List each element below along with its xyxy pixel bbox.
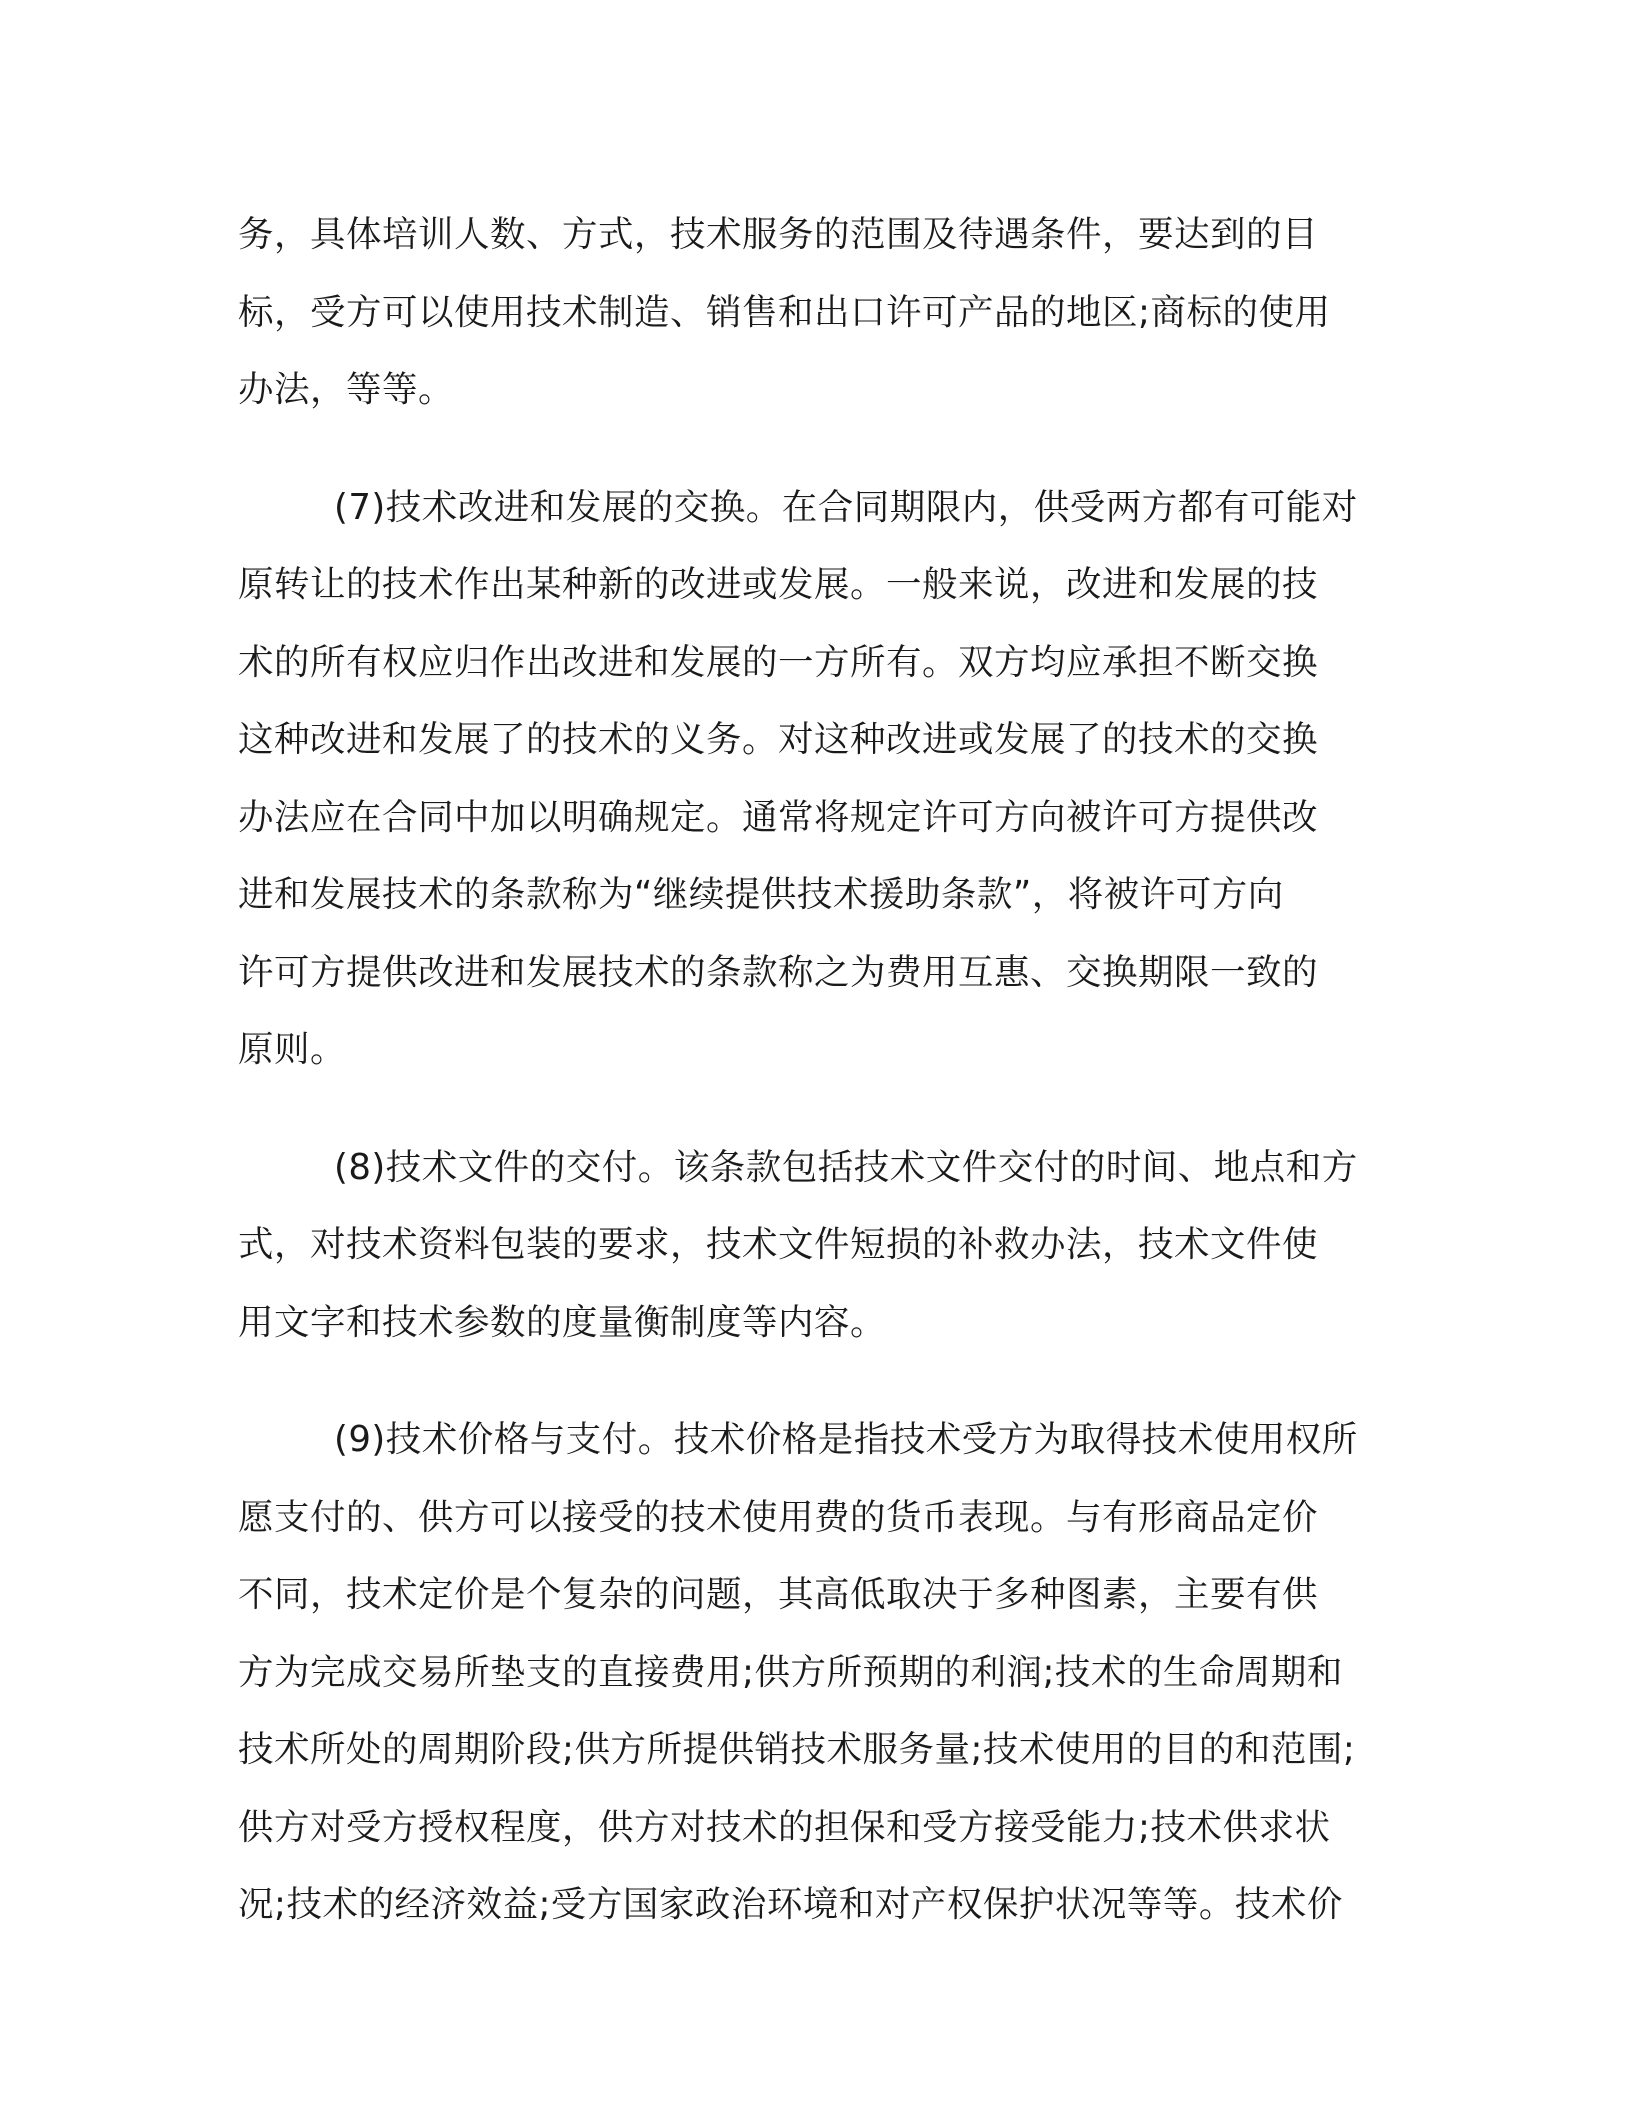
text-line: 况;技术的经济效益;受方国家政治环境和对产权保护状况等等。技术价	[238, 1884, 1343, 1925]
text-line: 不同，技术定价是个复杂的问题，其高低取决于多种图素，主要有供	[238, 1574, 1319, 1615]
text-line: 供方对受方授权程度，供方对技术的担保和受方接受能力;技术供求状	[238, 1806, 1331, 1848]
text-line: 办法应在合同中加以明确规定。通常将规定许可方向被许可方提供改	[238, 796, 1319, 838]
paragraph-gap	[238, 1089, 1388, 1129]
text-line: 进和发展技术的条款称为“继续提供技术援助条款”，将被许可方向	[238, 874, 1284, 915]
text-line-first: (8)技术文件的交付。该条款包括技术文件交付的时间、地点和方	[334, 1146, 1358, 1188]
text-line: 许可方提供改进和发展技术的条款称之为费用互惠、交换期限一致的	[238, 951, 1319, 993]
text-line: 用文字和技术参数的度量衡制度等内容。	[238, 1301, 887, 1343]
text-line: 术的所有权应归作出改进和发展的一方所有。双方均应承担不断交换	[238, 641, 1319, 683]
text-line: 方为完成交易所垫支的直接费用;供方所预期的利润;技术的生命周期和	[238, 1651, 1343, 1693]
text-line: 原转让的技术作出某种新的改进或发展。一般来说，改进和发展的技	[238, 564, 1319, 605]
document-body	[238, 196, 1388, 1944]
text-line: 标，受方可以使用技术制造、销售和出口许可产品的地区;商标的使用	[238, 291, 1331, 333]
text-line: 技术所处的周期阶段;供方所提供销技术服务量;技术使用的目的和范围;	[238, 1729, 1356, 1770]
paragraph-7-technology-improvement	[238, 469, 1388, 1089]
paragraph-gap	[238, 1361, 1388, 1401]
text-line: 办法，等等。	[238, 369, 455, 410]
text-line: 愿支付的、供方可以接受的技术使用费的货币表现。与有形商品定价	[238, 1496, 1319, 1538]
text-line-first: (9)技术价格与支付。技术价格是指技术受方为取得技术使用权所	[334, 1419, 1358, 1460]
paragraph-gap	[238, 429, 1388, 469]
text-line-first: (7)技术改进和发展的交换。在合同期限内，供受两方都有可能对	[334, 486, 1358, 528]
text-line: 务，具体培训人数、方式，技术服务的范围及待遇条件，要达到的目	[238, 214, 1319, 255]
paragraph-continuation	[238, 196, 1388, 429]
text-line: 这种改进和发展了的技术的义务。对这种改进或发展了的技术的交换	[238, 719, 1319, 760]
paragraph-8-document-delivery	[238, 1129, 1388, 1362]
text-line: 式，对技术资料包装的要求，技术文件短损的补救办法，技术文件使	[238, 1224, 1319, 1265]
paragraph-9-price-and-payment	[238, 1401, 1388, 1944]
text-line: 原则。	[238, 1029, 347, 1070]
